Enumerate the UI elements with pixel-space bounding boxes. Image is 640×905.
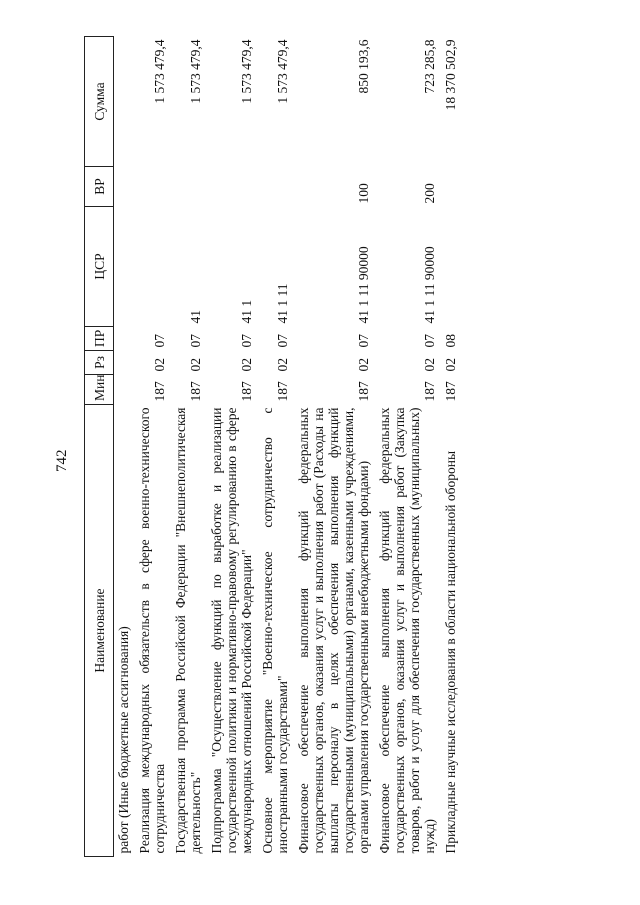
header-vr: ВР (85, 167, 114, 207)
row-min: 187 (239, 381, 254, 402)
row-sum: 850 193,6 (356, 39, 371, 94)
table-row (440, 37, 461, 857)
row-pr: 07 (239, 334, 254, 348)
row-pr: 07 (188, 334, 203, 348)
header-csr: ЦСР (85, 207, 114, 327)
row-csr (440, 207, 461, 327)
budget-table (84, 36, 461, 857)
header-name: Наименование (85, 405, 114, 857)
row-vr (257, 167, 293, 207)
row-vr (440, 167, 461, 207)
table-header-row (85, 37, 114, 857)
row-sum: 1 573 479,4 (275, 39, 290, 104)
row-pr: 07 (275, 334, 290, 348)
table-row (374, 37, 440, 857)
row-vr (206, 167, 257, 207)
row-pr: 08 (443, 334, 458, 348)
row-pr: 07 (422, 334, 437, 348)
table-row (134, 37, 170, 857)
row-sum: 1 573 479,4 (152, 39, 167, 104)
row-pr (114, 327, 135, 351)
row-vr (134, 167, 170, 207)
table-row (257, 37, 293, 857)
row-min: 187 (188, 381, 203, 402)
table-row (114, 37, 135, 857)
row-name: Прикладные научные исследования в области национальной обороны (443, 450, 458, 854)
row-vr: 100 (356, 183, 371, 204)
table-row (206, 37, 257, 857)
row-rz: 02 (239, 358, 254, 372)
row-rz: 02 (422, 358, 437, 372)
row-name: Финансовое обеспечение выполнения функций федеральных государственных органов, оказания услуг и выполнения работ (Закупка товаров, работ и услуг для обеспечения государственных (муниципальных) нужд) (377, 407, 437, 854)
row-csr (114, 207, 135, 327)
row-name: Основное мероприятие "Военно-техническое сотрудничество с иностранными государствами" (260, 407, 290, 854)
row-rz: 02 (443, 358, 458, 372)
row-pr: 07 (152, 334, 167, 348)
page-number: 742 (54, 449, 70, 472)
table-row (170, 37, 206, 857)
row-csr: 41 1 11 (275, 283, 290, 324)
row-min: 187 (356, 381, 371, 402)
row-sum: 1 573 479,4 (188, 39, 203, 104)
row-name: Подпрограмма "Осуществление функций по выработке и реализации государственной политики и нормативно-правовому регулированию в сфере международных отношений Российской Федерации" (209, 407, 254, 854)
header-pr: ПР (85, 327, 114, 351)
row-sum (114, 37, 135, 167)
row-min: 187 (152, 381, 167, 402)
row-rz: 02 (275, 358, 290, 372)
header-min: Мин (85, 375, 114, 405)
row-csr: 41 1 11 90000 (356, 246, 371, 324)
row-min (114, 375, 135, 405)
row-min: 187 (443, 381, 458, 402)
header-rz: Рз (85, 351, 114, 375)
row-rz: 02 (152, 358, 167, 372)
row-sum: 1 573 479,4 (239, 39, 254, 104)
row-pr: 07 (356, 334, 371, 348)
row-min: 187 (422, 381, 437, 402)
header-sum: Сумма (85, 37, 114, 167)
row-vr: 200 (422, 183, 437, 204)
row-rz: 02 (188, 358, 203, 372)
table-row (293, 37, 374, 857)
row-csr: 41 1 (239, 299, 254, 324)
row-csr: 41 1 11 90000 (422, 246, 437, 324)
row-min: 187 (275, 381, 290, 402)
row-rz (114, 351, 135, 375)
row-vr (114, 167, 135, 207)
row-sum: 18 370 502,9 (443, 39, 458, 111)
row-csr (134, 207, 170, 327)
row-name: Финансовое обеспечение выполнения функций федеральных государственных органов, оказания услуг и выполнения работ (Расходы на выплаты персоналу в целях обеспечения выполнения функций государственными (муниципальными) органами, казенными учреждениями, органами управления государственными внебюджетными фондами) (296, 407, 371, 854)
row-rz: 02 (356, 358, 371, 372)
row-csr: 41 (188, 310, 203, 324)
row-sum: 723 285,8 (422, 39, 437, 94)
row-name: Реализация международных обязательств в сфере военно-технического сотрудничества (137, 407, 167, 854)
row-name: работ (Иные бюджетные ассигнования) (116, 626, 131, 854)
row-vr (170, 167, 206, 207)
row-name: Государственная программа Российской Федерации "Внешнеполитическая деятельность" (173, 407, 203, 854)
